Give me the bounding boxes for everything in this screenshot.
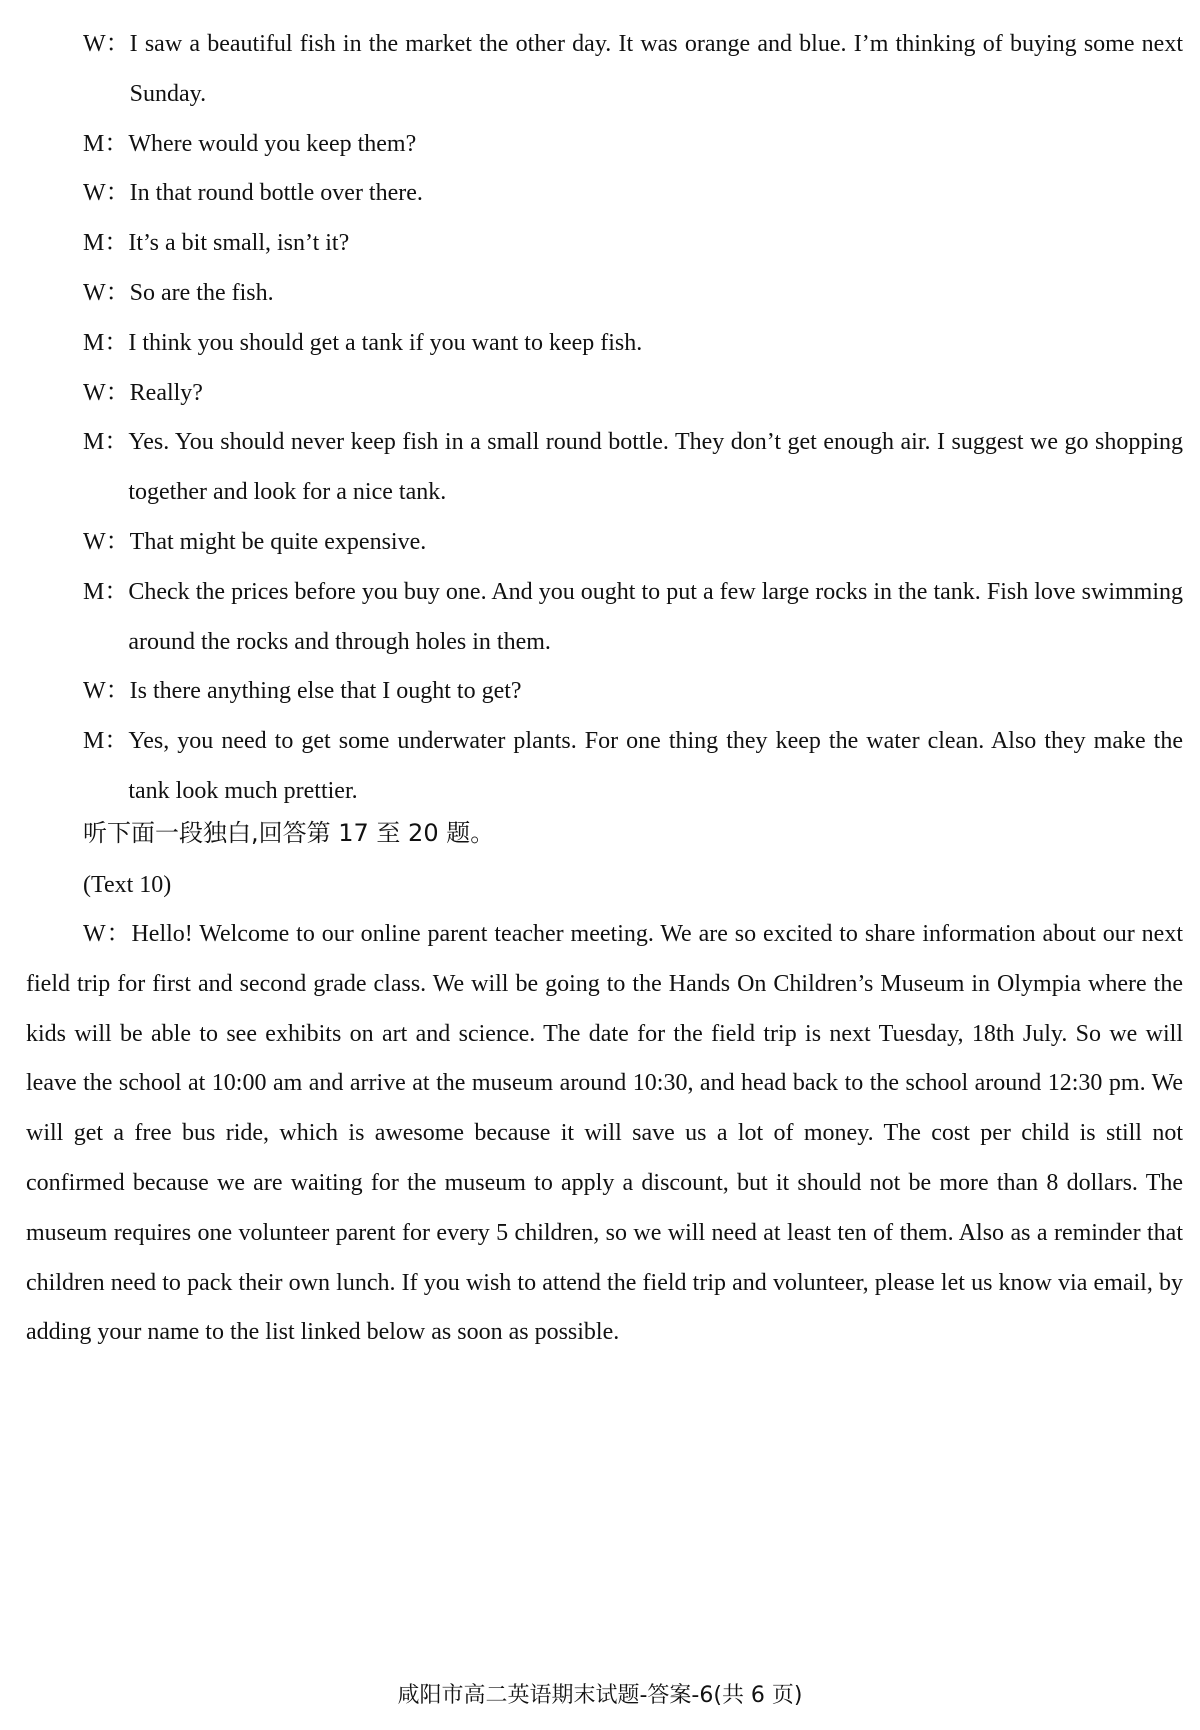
dialogue-turn — [83, 667, 1183, 717]
utterance: Check the prices before you buy one. And you ought to put a few large rocks in the tank. Fish love swimming around the rocks and through holes in them. — [128, 578, 1183, 655]
dialogue-turn — [83, 269, 1183, 319]
utterance: It’s a bit small, isn’t it? — [128, 230, 350, 257]
utterance: Where would you keep them? — [128, 130, 417, 157]
dialogue-turn — [83, 20, 1183, 120]
dialogue-turn — [83, 369, 1183, 419]
dialogue-transcript — [83, 20, 1183, 817]
monologue-paragraph: W：Hello! Welcome to our online parent teacher meeting. We are so excited to share information about our next field trip for first and second grade class. We will be going to the Hands On Children’s Museum in Olympia where the kids will be able to see exhibits on art and science. The date for the field trip is next Tuesday, 18th July. So we will leave the school at 10:00 am and arrive at the museum around 10:30, and head back to the school around 12:30 pm. We will get a free bus ride, which is awesome because it will save us a lot of money. The cost per child is still not confirmed because we are waiting for the museum to apply a discount, but it should not be more than 8 dollars. The museum requires one volunteer parent for every 5 children, so we will need at least ten of them. Also as a reminder that children need to pack their own lunch. If you wish to attend the field trip and volunteer, please let us know via email, by adding your name to the list linked below as soon as possible. — [26, 921, 1183, 1346]
speaker-label: M： — [83, 329, 129, 356]
speaker-label: W： — [83, 678, 130, 705]
dialogue-turn — [83, 717, 1183, 817]
dialogue-turn — [83, 418, 1183, 518]
speaker-label: W： — [83, 279, 130, 306]
dialogue-turn — [83, 120, 1183, 170]
speaker-label: M： — [83, 728, 129, 755]
utterance: That might be quite expensive. — [129, 528, 427, 555]
speaker-label: W： — [83, 31, 130, 57]
utterance: Yes, you need to get some underwater plants. For one thing they keep the water clean. Also they make the tank look much prettier. — [128, 728, 1183, 804]
speaker-label: M： — [83, 130, 129, 157]
utterance: I think you should get a tank if you want to keep fish. — [128, 329, 643, 356]
section-instruction: 听下面一段独白,回答第 17 至 20 题。 — [83, 819, 495, 847]
utterance: So are the fish. — [129, 279, 274, 306]
dialogue-turn — [83, 219, 1183, 269]
dialogue-turn — [83, 518, 1183, 568]
speaker-label: W： — [83, 180, 130, 207]
utterance: Yes. You should never keep fish in a small round bottle. They don’t get enough air. I suggest we go shopping together and look for a nice tank. — [128, 429, 1183, 506]
speaker-label: M： — [83, 578, 129, 605]
text-label: (Text 10) — [83, 872, 172, 898]
page-footer: 咸阳市高二英语期末试题-答案-6(共 6 页) — [397, 1683, 803, 1708]
dialogue-turn — [83, 169, 1183, 219]
utterance: In that round bottle over there. — [129, 180, 423, 207]
dialogue-turn — [83, 319, 1183, 369]
speaker-label: M： — [83, 230, 129, 257]
speaker-label: W： — [83, 528, 130, 555]
utterance: Really? — [129, 379, 203, 406]
utterance: I saw a beautiful fish in the market the other day. It was orange and blue. I’m thinking of buying some next Sunday. — [129, 31, 1183, 107]
dialogue-turn — [83, 568, 1183, 668]
speaker-label: M： — [83, 429, 129, 456]
speaker-label: W： — [83, 379, 130, 406]
utterance: Is there anything else that I ought to get? — [129, 678, 522, 705]
